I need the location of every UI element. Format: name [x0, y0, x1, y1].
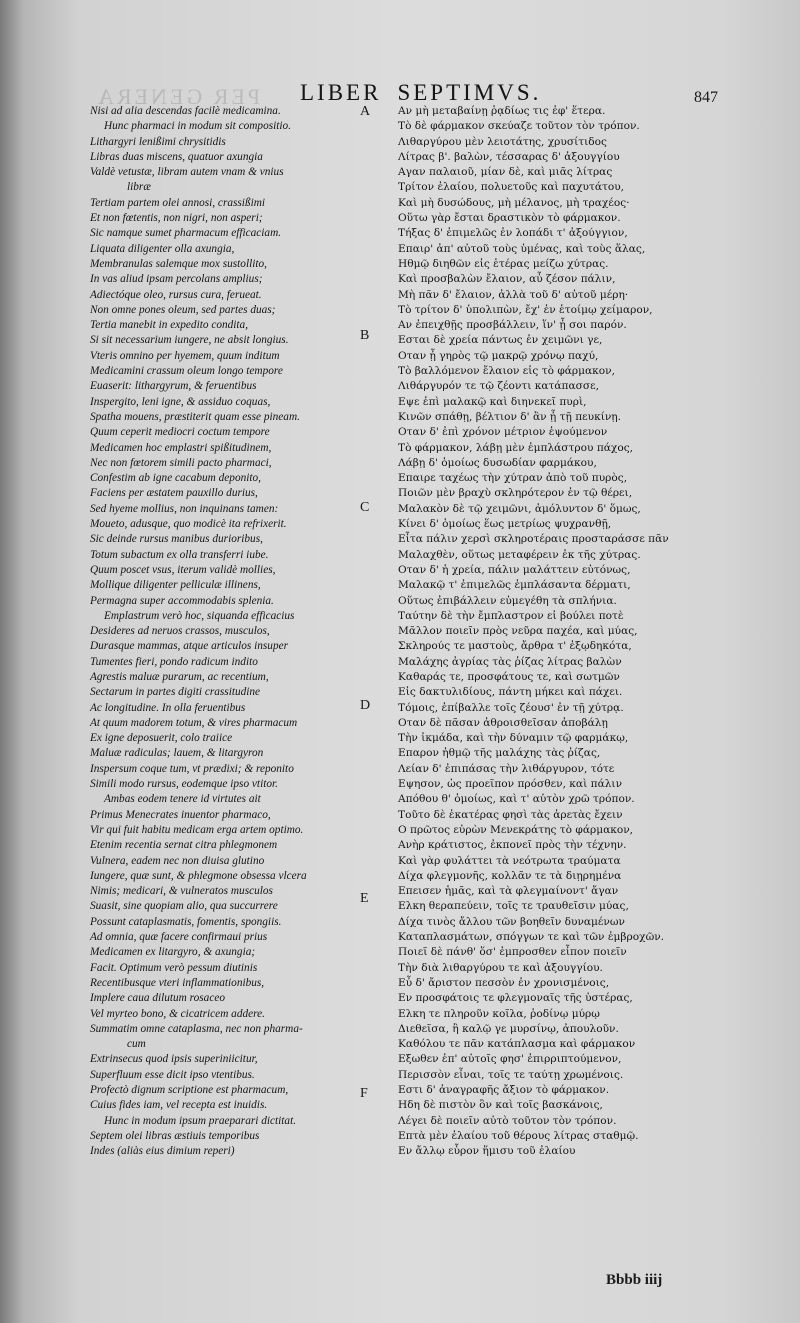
greek-line: Επεισεν ἡμᾶς, καὶ τὰ φλεγμαίνοντ' ἄγαν: [398, 885, 619, 898]
latin-line: Quum poscet vsus, iterum validè mollies,: [90, 563, 276, 576]
greek-line: Εστι δ' ἀναγραφῆς ἄξιον τὸ φάρμακον.: [398, 1084, 610, 1096]
margin-letter-e: E: [360, 891, 369, 906]
greek-line: Διεθεῖσα, ἢ καλῷ γε μυρσίνῳ, ἀπουλοῦν.: [398, 1022, 619, 1035]
greek-line: Καθόλου τε πᾶν κατάπλασμα καὶ φάρμακον: [398, 1038, 636, 1051]
greek-line: Ποιεῖ δὲ πάνθ' ὅσ' ἐμπροσθεν εἶπον ποιεῖν: [398, 946, 627, 959]
latin-line: Tumentes fieri, pondo radicum indito: [90, 655, 258, 668]
page-number: 847: [694, 89, 718, 106]
greek-line: Περισσὸν εἶναι, τοῖς τε ταύτῃ χρωμένοις.: [398, 1068, 624, 1081]
greek-line: Τὴν διὰ λιθαργύρου τε καὶ ἀξουγγίου.: [398, 961, 603, 974]
latin-line: Vteris omnino per hyemem, quum inditum: [90, 349, 280, 362]
latin-line: Ex igne deposuerit, colo traiice: [90, 732, 233, 745]
latin-line: Ad omnia, quæ facere confirmaui prius: [90, 931, 268, 944]
latin-line: Sic namque sumet pharmacum efficaciam.: [90, 227, 282, 240]
greek-line: Καὶ μὴ δυσώδους, μὴ μέλανος, μὴ τραχέος·: [398, 196, 630, 209]
latin-line: In vas aliud ipsam percolans amplius;: [90, 273, 263, 286]
latin-line: Facit. Optimum verò pessum diutinis: [90, 961, 258, 974]
greek-column: [398, 104, 669, 1159]
latin-line: Spatha mouens, præstiterit quam esse pineam.: [90, 410, 300, 423]
latin-line: Tertiam partem olei annosi, crassißimi: [90, 196, 266, 209]
latin-line: Etenim recentia sernat citra phlegmonem: [90, 839, 278, 852]
greek-line: Μαλακῷ τ' ἐπιμελῶς ἐμπλάσαντα δέρματι,: [398, 579, 631, 592]
greek-line: Μαλάχης ἀγρίας τὰς ῥίζας λίτρας βαλὼν: [398, 655, 622, 668]
greek-line: Καταπλασμάτων, σπόγγων τε καὶ τῶν ἐμβροχῶν.: [398, 931, 665, 944]
greek-line: Μαλαχθὲν, οὕτως μεταφέρειν ἐκ τῆς χύτρας.: [398, 548, 641, 561]
greek-line: Τὸ τρίτον δ' ὑπολιπὼν, ἔχ' ἐν ἑτοίμῳ χείμαρον,: [398, 303, 653, 316]
signature-mark: Bbbb iiij: [606, 1272, 663, 1288]
latin-line: Confestim ab igne cacabum deponito,: [90, 472, 261, 485]
greek-line: Εξωθεν ἐπ' αὐτοῖς φησ' ἐπιρριπτούμενον,: [398, 1053, 622, 1066]
latin-line: Valdè vetustæ, libram autem vnam & vnius: [90, 166, 284, 179]
greek-line: Τὸ δὲ φάρμακον σκεύαζε τοῦτον τὸν τρόπον.: [398, 120, 640, 133]
greek-line: Λίτρας β'. βαλὼν, τέσσαρας δ' ἀξουγγίου: [398, 150, 620, 163]
greek-line: Τοῦτο δὲ ἑκατέρας φησὶ τὰς ἀρετὰς ἔχειν: [398, 808, 623, 821]
greek-line: Επαιρε ταχέως τὴν χύτραν ἀπὸ τοῦ πυρὸς,: [398, 472, 628, 485]
greek-line: Εσται δὲ χρεία πάντως ἐν χειμῶνι γε,: [398, 334, 603, 347]
greek-line: Εψε ἐπὶ μαλακῷ καὶ διηνεκεῖ πυρὶ,: [398, 395, 587, 408]
greek-line: Λέγει δὲ ποιεῖν αὐτὸ τοῦτον τὸν τρόπον.: [398, 1114, 617, 1127]
latin-line: Emplastrum verò hoc, siquanda efficacius: [104, 609, 295, 622]
greek-line: Δίχα φλεγμονῆς, κολλᾶν τε τὰ διῃρημένα: [398, 869, 622, 882]
latin-line: Vel myrteo bono, & cicatricem addere.: [90, 1007, 265, 1020]
latin-line: libræ: [127, 181, 151, 194]
latin-line: Vulnera, eadem nec non diuisa glutino: [90, 854, 265, 867]
greek-line: Εὖ δ' ἄριστον πεσσὸν ἐν χρονισμένοις,: [398, 976, 610, 989]
greek-line: Εἶτα πάλιν χερσὶ σκληροτέραις προσταράσσε πᾶν: [398, 533, 669, 546]
latin-line: Possunt cataplasmatis, fomentis, spongiis.: [90, 915, 282, 928]
latin-line: Faciens per æstatem pauxillo durius,: [90, 487, 258, 500]
margin-letter-d: D: [360, 698, 371, 713]
latin-line: Hunc pharmaci in modum sit compositio.: [104, 120, 292, 133]
latin-line: Totum subactum ex olla transferri iube.: [90, 548, 269, 561]
latin-line: Sed hyeme mollius, non inquinans tamen:: [90, 502, 279, 515]
greek-line: Λιθάργυρόν τε τῷ ζέοντι κατάπασσε,: [398, 380, 599, 393]
greek-line: Ελκη θεραπεύειν, τοῖς τε τραυθεῖσιν μύας,: [398, 900, 629, 913]
greek-line: Καὶ γὰρ φυλάττει τὰ νεότρωτα τραύματα: [398, 854, 621, 867]
greek-line: Ποιῶν μὲν βραχὺ σκληρότερον ἐν τῷ θέρει,: [398, 487, 633, 500]
latin-line: Maluæ radiculas; lauem, & litargyron: [90, 747, 264, 760]
greek-line: Εψησον, ὡς προεῖπον πρόσθεν, καὶ πάλιν: [398, 778, 623, 791]
latin-line: Suasit, sine quopiam alio, qua succurrere: [90, 900, 278, 913]
greek-line: Καθαράς τε, προσφάτους τε, καὶ σωτμῶν: [398, 670, 620, 683]
latin-column: [90, 104, 307, 1159]
latin-line: Permagna super accommodabis splenia.: [90, 594, 274, 607]
latin-line: Extrinsecus quod ipsis superiniicitur,: [90, 1053, 258, 1066]
latin-line: Summatim omne cataplasma, nec non pharma-: [90, 1022, 303, 1035]
latin-line: Non omne pones oleum, sed partes duas;: [90, 303, 276, 316]
greek-line: Εν ἄλλῳ εὗρον ἥμισυ τοῦ ἐλαίου: [398, 1145, 576, 1158]
latin-line: Medicamen hoc emplastri spißitudinem,: [90, 441, 272, 454]
latin-line: Desideres ad neruos crassos, musculos,: [90, 625, 270, 638]
latin-line: cum: [127, 1038, 146, 1051]
latin-line: Ambas eodem tenere id virtutes ait: [104, 793, 261, 806]
greek-line: Απόθου θ' ὁμοίως, καὶ τ' αὐτὸν χρῶ τρόπον.: [398, 793, 635, 806]
greek-line: Δίχα τινὸς ἄλλου τῶν βοηθεῖν δυναμένων: [398, 915, 625, 928]
latin-line: Nec non fœtorem simili pacto pharmaci,: [90, 456, 272, 469]
latin-line: Adiectóque oleo, rursus cura, ferueat.: [90, 288, 262, 301]
latin-line: Septem olei libras æstiuis temporibus: [90, 1129, 260, 1142]
greek-line: Οὕτω γὰρ ἔσται δραστικὸν τὸ φάρμακον.: [398, 212, 621, 225]
greek-line: Ο πρῶτος εὑρὼν Μενεκράτης τὸ φάρμακον,: [398, 823, 634, 836]
latin-line: Libras duas miscens, quatuor axungia: [90, 150, 263, 163]
header-septimus: SEPTIMVS.: [397, 80, 542, 105]
latin-line: Membranulas salemque mox sustollito,: [90, 257, 267, 270]
latin-line: Lithargyri lenißimi chrysitidis: [90, 135, 226, 148]
latin-line: Simili modo rursus, eodemque ipso vtitor.: [90, 778, 278, 791]
greek-line: Εἰς δακτυλιδίους, πάντη μήκει καὶ πάχει.: [398, 686, 623, 699]
running-header: [300, 80, 557, 106]
latin-line: Nimis; medicari, & vulneratos musculos: [90, 885, 273, 898]
bleed-through-text: PER GENERA: [95, 84, 261, 109]
greek-line: Λιθαργύρου μὲν λειοτάτης, χρυσίτιδος: [398, 135, 607, 148]
greek-line: Αγαν παλαιοῦ, μίαν δὲ, καὶ μιᾶς λίτρας: [398, 166, 613, 179]
greek-line: Λείαν δ' ἐπιπάσας τὴν λιθάργυρον, τότε: [398, 762, 615, 775]
latin-line: Medicamen ex litargyro, & axungia;: [90, 946, 256, 959]
greek-line: Αν μὴ μεταβαίνῃ ῥᾳδίως τις ἐφ' ἕτερα.: [398, 105, 606, 117]
latin-line: Sectarum in partes digiti crassitudine: [90, 686, 261, 699]
latin-line: Quum ceperit mediocri coctum tempore: [90, 426, 270, 439]
latin-line: Tertia manebit in expedito condita,: [90, 319, 249, 332]
greek-line: Μαλακὸν δὲ τῷ χειμῶνι, ἀμόλυντον δ' ὅμως,: [398, 502, 641, 515]
greek-line: Επτὰ μὲν ἐλαίου τοῦ θέρους λίτρας σταθμῷ.: [398, 1129, 639, 1142]
margin-letter-a: A: [360, 104, 371, 119]
latin-line: Medicamini crassum oleum longo tempore: [90, 365, 283, 378]
greek-line: Ταύτην δὲ τὴν ἔμπλαστρον εἰ βούλει ποτὲ: [398, 609, 624, 622]
greek-line: Ηθμῷ διηθῶν εἰς ἑτέρας μείζω χύτρας.: [398, 257, 609, 270]
latin-line: Inspersum coque tum, vt prædixi; & reponito: [90, 762, 294, 775]
greek-line: Αν ἐπειχθῇς προσβάλλειν, ἵν' ᾖ σοι παρόν.: [398, 319, 627, 332]
latin-line: Cuius fides iam, vel recepta est inuidis.: [90, 1099, 268, 1112]
greek-line: Οταν δ' ἐπὶ χρόνον μέτριον ἑψούμενον: [398, 426, 608, 439]
greek-line: Τὸ φάρμακον, λάβῃ μὲν ἐμπλάστρου πάχος,: [398, 441, 634, 454]
greek-line: Οταν δ' ἡ χρεία, πάλιν μαλάττειν εὐτόνως,: [398, 563, 631, 576]
greek-line: Μὴ πᾶν δ' ἔλαιον, ἀλλὰ τοῦ δ' αὐτοῦ μέρη·: [398, 288, 629, 301]
greek-line: Σκληρούς τε μαστοὺς, ἄρθρα τ' ἐξῳδηκότα,: [398, 640, 632, 653]
margin-letter-f: F: [360, 1086, 368, 1101]
greek-line: Ανὴρ κράτιστος, ἐκπονεῖ πρὸς τὴν τέχνην.: [398, 839, 627, 852]
greek-line: Τρίτον ἐλαίου, πολυετοῦς καὶ παχυτάτου,: [398, 181, 625, 194]
greek-line: Τὴν ἰκμάδα, καὶ τὴν δύναμιν τῷ φαρμάκῳ,: [398, 732, 629, 745]
greek-line: Καὶ προσβαλὼν ἔλαιον, αὖ ζέσον πάλιν,: [398, 273, 616, 286]
latin-line: Vir qui fuit habitu medicam erga artem optimo.: [90, 823, 304, 836]
latin-line: Hunc in modum ipsum praeparari dictitat.: [104, 1114, 297, 1127]
greek-line: Λάβῃ δ' ὁμοίως δυσωδίαν φαρμάκου,: [398, 456, 597, 469]
latin-line: Primus Menecrates inuentor pharmaco,: [90, 808, 271, 821]
greek-line: Ελκη τε πληροῦν κοῖλα, ῥοδίνῳ μύρῳ: [398, 1007, 600, 1020]
greek-line: Ηδη δὲ πιστὸν ὂν καὶ τοῖς βασκάνοις,: [398, 1099, 603, 1112]
latin-line: Si sit necessarium iungere, ne absit longius.: [90, 334, 289, 347]
latin-line: Nisi ad alia descendas facilè medicamina.: [90, 105, 281, 117]
greek-line: Οὕτως ἐπιβάλλειν εὐμεγέθη τὰ σπλήνια.: [398, 594, 617, 607]
header-liber: LIBER: [300, 80, 382, 105]
latin-line: Sic deinde rursus manibus durioribus,: [90, 533, 263, 546]
greek-line: Οταν ᾖ γηρὸς τῷ μακρῷ χρόνῳ παχύ,: [398, 349, 599, 362]
greek-line: Τὸ βαλλόμενον ἔλαιον εἰς τὸ φάρμακον,: [398, 365, 615, 378]
greek-line: Εν προσφάτοις τε φλεγμοναῖς τῆς ὑστέρας,: [398, 992, 633, 1005]
greek-line: Επαρον ἠθμῷ τῆς μαλάχης τὰς ῥίζας,: [398, 747, 601, 760]
latin-line: Iungere, quæ sunt, & phlegmone obsessa vlcera: [90, 869, 307, 882]
greek-line: Τήξας δ' ἐπιμελῶς ἐν λοπάδι τ' ἀξούγγιον,: [398, 227, 628, 240]
latin-line: Indes (aliàs eius dimium reperi): [90, 1145, 235, 1158]
greek-line: Οταν δὲ πᾶσαν ἀθροισθεῖσαν ἀποβάλῃ: [398, 716, 608, 729]
latin-line: Mollique diligenter pelliculæ illinens,: [90, 579, 261, 592]
greek-line: Επαιρ' ἀπ' αὐτοῦ τοὺς ὑμένας, καὶ τοὺς ἅλας,: [398, 242, 646, 255]
latin-line: Durasque mammas, atque articulos insuper: [90, 640, 289, 653]
latin-line: Profectò dignum scriptione est pharmacum,: [90, 1084, 289, 1096]
latin-line: Ac longitudine. In olla feruentibus: [90, 701, 246, 714]
margin-letter-b: B: [360, 328, 370, 343]
margin-letter-c: C: [360, 500, 370, 515]
greek-line: Μᾶλλον ποιεῖν πρὸς νεῦρα παχέα, καὶ μύας,: [398, 625, 638, 638]
latin-line: Euaserit: lithargyrum, & feruentibus: [90, 380, 257, 393]
latin-line: Liquata diligenter olla axungia,: [90, 242, 235, 255]
greek-line: Τόμοις, ἐπίβαλλε τοῖς ζέουσ' ἐν τῇ χύτρᾳ.: [398, 701, 624, 714]
latin-line: At quum madorem totum, & vires pharmacum: [90, 716, 298, 729]
greek-line: Κινῶν σπάθῃ, βέλτιον δ' ἂν ᾖ τῇ πευκίνῃ.: [398, 410, 622, 423]
greek-line: Κίνει δ' ὁμοίως ἕως μετρίως ψυχρανθῇ,: [398, 518, 612, 531]
latin-line: Et non fœtentis, non nigri, non asperi;: [90, 212, 263, 225]
latin-line: Inspergito, leni igne, & assiduo coquas,: [90, 395, 271, 408]
latin-line: Moueto, adusque, quo modicè ita refrixerit.: [90, 518, 287, 531]
latin-line: Superfluum esse dicit ipso vtentibus.: [90, 1068, 255, 1081]
latin-line: Implere caua dilutum rosaceo: [90, 992, 226, 1005]
latin-line: Recentibusque vteri inflammationibus,: [90, 976, 265, 989]
latin-line: Agrestis maluæ purarum, ac recentium,: [90, 670, 269, 683]
